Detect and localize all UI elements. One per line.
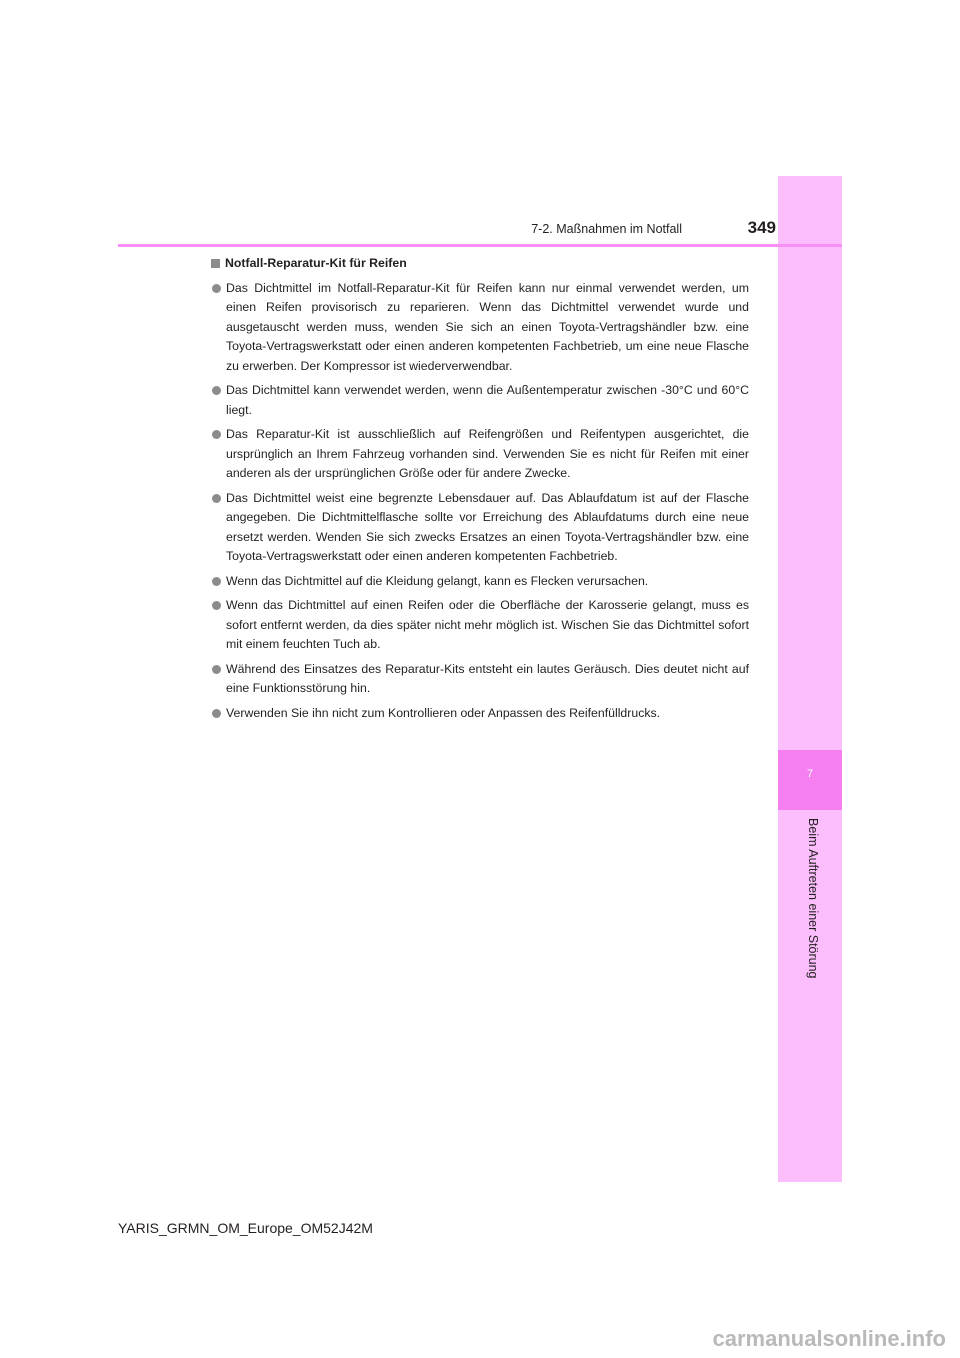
list-item bbox=[211, 489, 749, 567]
footer-document-id: YARIS_GRMN_OM_Europe_OM52J42M bbox=[118, 1220, 373, 1236]
bullet-dot-icon bbox=[212, 601, 221, 610]
list-item bbox=[211, 381, 749, 420]
bullet-dot-icon bbox=[212, 494, 221, 503]
bullet-dot-icon bbox=[212, 284, 221, 293]
bullet-dot-icon bbox=[212, 709, 221, 718]
watermark: carmanualsonline.info bbox=[712, 1326, 946, 1351]
page-number: 349 bbox=[747, 218, 776, 237]
list-item bbox=[211, 425, 749, 484]
list-item-text: Wenn das Dichtmittel auf einen Reifen oder die Oberfläche der Karosserie gelangt, muss es sofort entfernt werden, da dies später nicht mehr möglich ist. Wischen Sie das Dichtmittel sofort mit einem feuchten Tuch ab. bbox=[226, 598, 749, 651]
section-title: Notfall-Reparatur-Kit für Reifen bbox=[225, 256, 407, 270]
bullet-dot-icon bbox=[212, 665, 221, 674]
list-item bbox=[211, 572, 749, 592]
main-content bbox=[211, 254, 749, 728]
bullet-dot-icon bbox=[212, 386, 221, 395]
list-item bbox=[211, 279, 749, 377]
list-item-text: Verwenden Sie ihn nicht zum Kontrollieren oder Anpassen des Reifenfülldrucks. bbox=[226, 705, 661, 720]
list-item-text: Das Dichtmittel im Notfall-Reparatur-Kit für Reifen kann nur einmal verwendet werden, um einen Reifen provisorisch zu reparieren. Wenn das Dichtmittel verwendet wurde und ausgetauscht werden muss, wenden Sie sich an einen Toyota-Vertragshändler bzw. eine Toyota-Vertragswerkstatt oder einen anderen kompetenten Fachbetrieb, um eine neue Flasche zu erwerben. Der Kompressor ist wiederverwendbar. bbox=[226, 280, 749, 373]
list-item-text: Das Dichtmittel weist eine begrenzte Lebensdauer auf. Das Ablaufdatum ist auf der Flasche angegeben. Die Dichtmittelflasche sollte vor Erreichung des Ablaufdatums durch eine neue ersetzt werden. Wenden Sie sich zwecks Ersatzes an einen Toyota-Vertragshändler bzw. eine Toyota-Vertragswerkstatt oder einen anderen kompetenten Fachbetrieb. bbox=[226, 490, 749, 563]
section-header: 7-2. Maßnahmen im Notfall bbox=[531, 222, 682, 236]
list-item-text: Das Dichtmittel kann verwendet werden, wenn die Außentemperatur zwischen -30°C und 60°C liegt. bbox=[226, 383, 749, 417]
chapter-side-strip bbox=[778, 176, 842, 1182]
bullet-dot-icon bbox=[212, 430, 221, 439]
list-item bbox=[211, 660, 749, 699]
square-bullet-icon bbox=[211, 259, 220, 268]
list-item-text: Das Reparatur-Kit ist ausschließlich auf Reifengrößen und Reifentypen ausgerichtet, die ursprünglich an Ihrem Fahrzeug vorhanden sind. Verwenden Sie es nicht für Reifen mit einer anderen als der ursprünglichen Größe oder für andere Zwecke. bbox=[226, 427, 749, 480]
bullet-dot-icon bbox=[212, 577, 221, 586]
list-item-text: Wenn das Dichtmittel auf die Kleidung gelangt, kann es Flecken verursachen. bbox=[226, 573, 649, 588]
chapter-tab bbox=[778, 750, 842, 810]
header-rule bbox=[118, 244, 842, 247]
section-heading bbox=[211, 254, 749, 274]
list-item bbox=[211, 596, 749, 655]
list-item-text: Während des Einsatzes des Reparatur-Kits entsteht ein lautes Geräusch. Dies deutet nicht auf eine Funktionsstörung hin. bbox=[226, 661, 749, 695]
chapter-number: 7 bbox=[806, 768, 814, 780]
list-item bbox=[211, 704, 749, 724]
chapter-title: Beim Auftreten einer Störung bbox=[806, 818, 820, 979]
